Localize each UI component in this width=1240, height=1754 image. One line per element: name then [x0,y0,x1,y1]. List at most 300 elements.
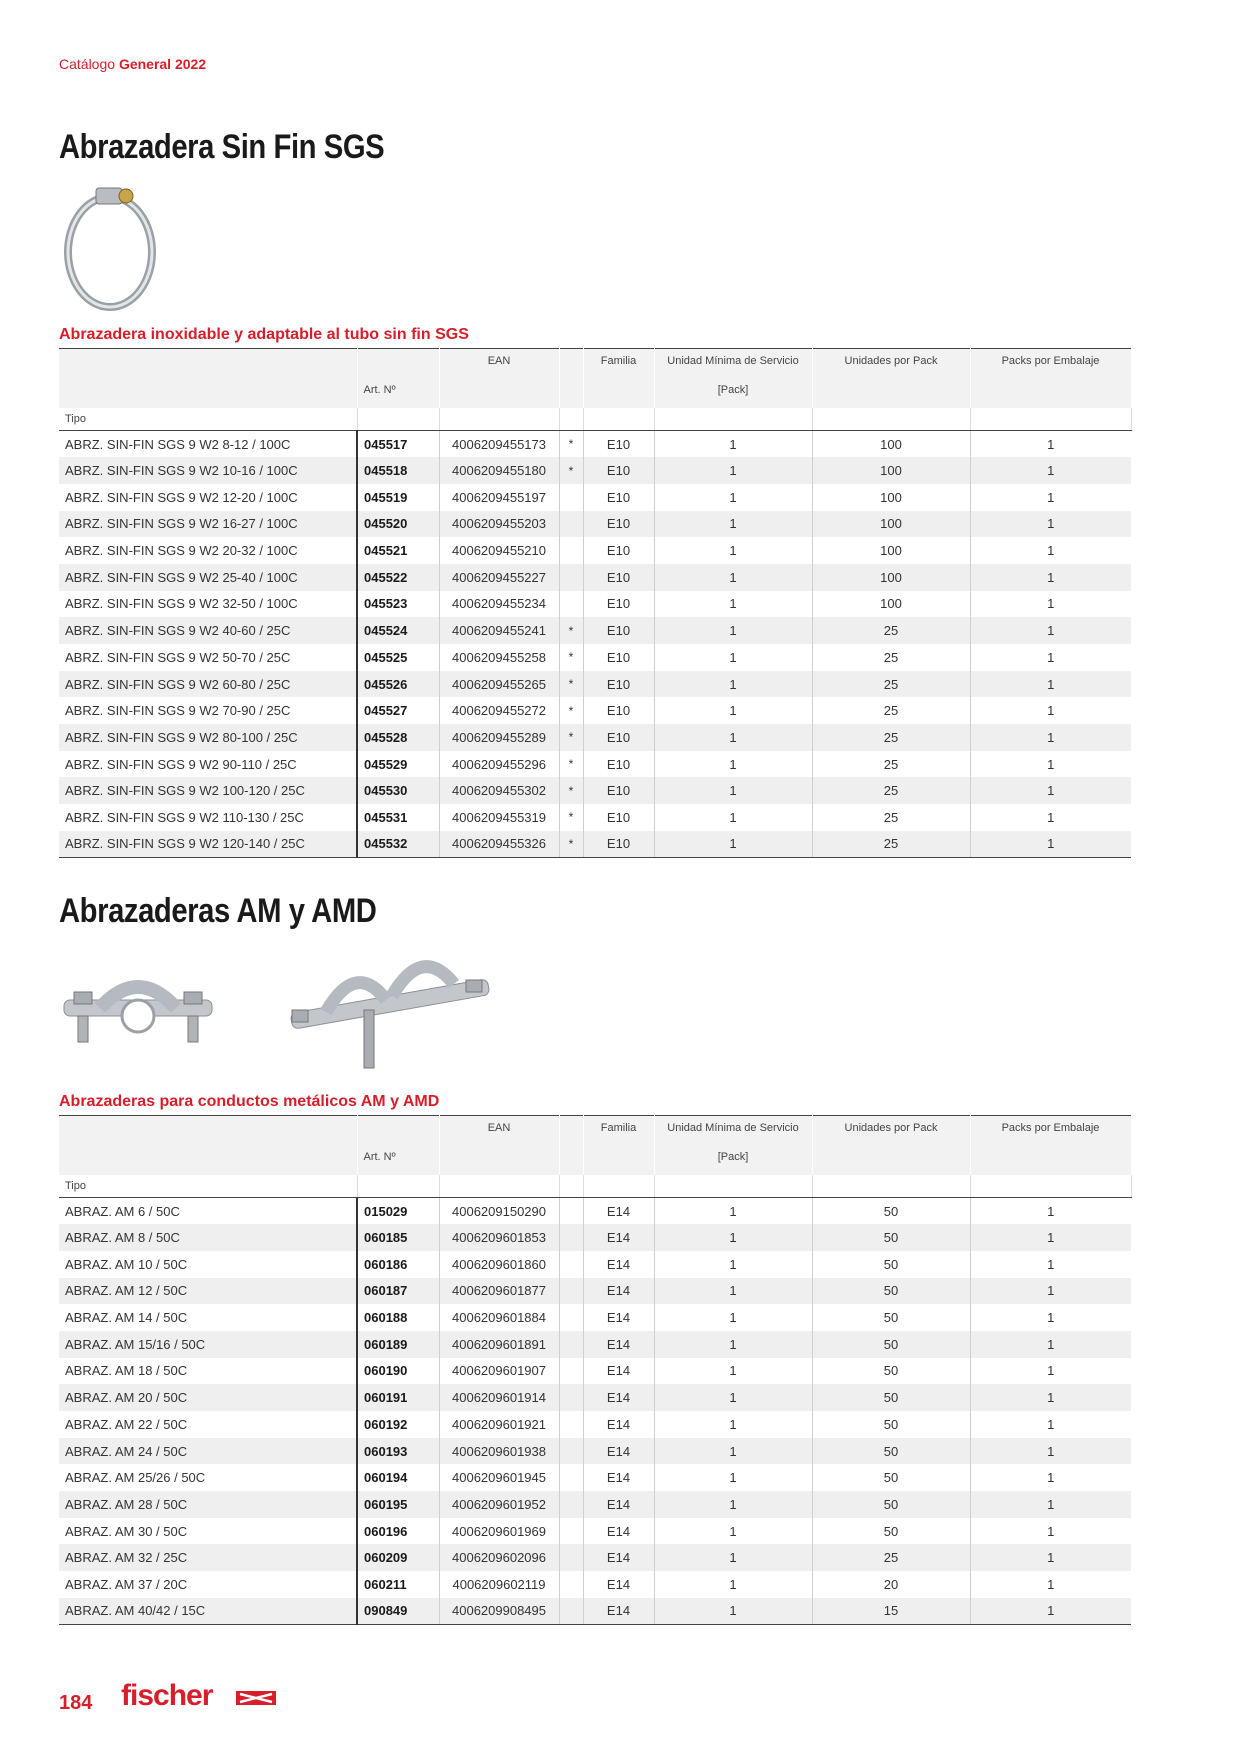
row-note-star: * [559,431,583,458]
row-unidades-pack: 50 [812,1224,970,1251]
row-tipo: ABRZ. SIN-FIN SGS 9 W2 90-110 / 25C [59,751,357,778]
row-note-star: * [559,831,583,858]
row-familia: E14 [583,1304,654,1331]
row-packs-embalaje: 1 [1047,1523,1055,1539]
row-umc: 1 [654,751,812,778]
row-note-star: * [559,644,583,671]
row-familia: E10 [583,431,654,458]
row-packs-embalaje: 1 [970,564,1131,591]
row-ean: 4006209455197 [439,484,559,511]
row-umc: 1 [654,1331,812,1358]
am-clamp-image [60,972,216,1060]
row-art-number: 090849 [357,1598,439,1625]
row-packs-embalaje: 1 [970,671,1131,698]
row-umc: 1 [654,697,812,724]
row-art-number: 045521 [357,537,439,564]
row-note-star [559,1464,583,1491]
row-art-number: 045517 [357,431,439,458]
row-art-number: 045522 [357,564,439,591]
row-familia: E14 [583,1358,654,1385]
row-familia: E14 [583,1571,654,1598]
row-art-number: 060194 [357,1464,439,1491]
row-note-star [559,1224,583,1251]
row-tipo: ABRAZ. AM 37 / 20C [59,1571,357,1598]
table-row [59,777,1131,804]
table-row [59,564,1131,591]
table-row [59,1224,1131,1251]
row-tipo: ABRAZ. AM 14 / 50C [59,1304,357,1331]
row-packs-embalaje: 1 [1047,436,1055,452]
col-familia: Familia [583,349,654,381]
row-note-star [559,564,583,591]
row-unidades-pack: 20 [812,1571,970,1598]
row-packs-embalaje: 1 [970,1224,1131,1251]
row-ean: 4006209455180 [439,457,559,484]
row-art-number: 060192 [357,1411,439,1438]
row-umc: 1 [654,564,812,591]
table-row [59,1544,1131,1571]
row-packs-embalaje: 1 [970,777,1131,804]
row-packs-embalaje: 1 [1047,1363,1055,1379]
row-packs-embalaje: 1 [1047,1256,1055,1272]
table-row [59,831,1131,858]
row-packs-embalaje: 1 [1047,1576,1055,1592]
row-tipo: ABRZ. SIN-FIN SGS 9 W2 25-40 / 100C [59,564,357,591]
row-art-number: 060188 [357,1304,439,1331]
row-unidades-pack: 25 [812,697,970,724]
row-art-number: 045527 [357,697,439,724]
row-tipo: ABRZ. SIN-FIN SGS 9 W2 8-12 / 100C [59,431,357,458]
table-row [59,591,1131,618]
row-unidades-pack: 100 [812,564,970,591]
table-row [59,431,1131,458]
row-ean: 4006209455210 [439,537,559,564]
row-umc: 1 [654,617,812,644]
row-ean: 4006209455296 [439,751,559,778]
row-familia: E14 [583,1331,654,1358]
row-note-star [559,484,583,511]
col-art: Art. Nº [357,380,439,408]
row-packs-embalaje: 1 [970,1544,1131,1571]
row-umc: 1 [654,457,812,484]
row-unidades-pack: 25 [812,804,970,831]
row-tipo: ABRAZ. AM 22 / 50C [59,1411,357,1438]
table-row [59,697,1131,724]
row-ean: 4006209601907 [439,1358,559,1385]
row-tipo: ABRZ. SIN-FIN SGS 9 W2 120-140 / 25C [59,831,357,858]
row-note-star: * [559,617,583,644]
row-ean: 4006209455203 [439,511,559,538]
row-ean: 4006209455227 [439,564,559,591]
row-note-star [559,1411,583,1438]
row-art-number: 045525 [357,644,439,671]
row-familia: E10 [583,511,654,538]
row-umc: 1 [654,1438,812,1465]
row-ean: 4006209601969 [439,1518,559,1545]
table-row [59,1491,1131,1518]
row-packs-embalaje: 1 [1047,703,1055,719]
row-familia: E14 [583,1518,654,1545]
row-tipo: ABRZ. SIN-FIN SGS 9 W2 60-80 / 25C [59,671,357,698]
row-ean: 4006209602096 [439,1544,559,1571]
row-note-star: * [559,457,583,484]
row-unidades-pack: 15 [812,1598,970,1625]
row-tipo: ABRAZ. AM 30 / 50C [59,1518,357,1545]
brand-mark-icon [236,1689,276,1707]
row-ean: 4006209455302 [439,777,559,804]
row-familia: E10 [583,697,654,724]
row-art-number: 060186 [357,1251,439,1278]
row-note-star [559,1304,583,1331]
row-ean: 4006209601938 [439,1438,559,1465]
table-row [59,1251,1131,1278]
row-umc: 1 [654,484,812,511]
row-packs-embalaje: 1 [970,724,1131,751]
table-row [59,1518,1131,1545]
row-umc: 1 [654,1198,812,1225]
row-art-number: 045519 [357,484,439,511]
row-unidades-pack: 50 [812,1491,970,1518]
row-packs-embalaje: 1 [1047,1203,1055,1219]
row-umc: 1 [654,1251,812,1278]
row-umc: 1 [654,671,812,698]
row-note-star [559,1518,583,1545]
row-umc: 1 [654,1491,812,1518]
catalog-header [59,56,206,72]
row-tipo: ABRZ. SIN-FIN SGS 9 W2 20-32 / 100C [59,537,357,564]
row-ean: 4006209455319 [439,804,559,831]
row-tipo: ABRAZ. AM 32 / 25C [59,1544,357,1571]
row-umc: 1 [654,511,812,538]
row-umc: 1 [654,1358,812,1385]
row-unidades-pack: 50 [812,1278,970,1305]
row-note-star [559,1491,583,1518]
row-art-number: 060193 [357,1438,439,1465]
col-umc: Unidad Mínima de Servicio [654,1116,812,1148]
row-packs-embalaje: 1 [970,831,1131,858]
row-ean: 4006209601952 [439,1491,559,1518]
row-familia: E14 [583,1598,654,1625]
row-tipo: ABRAZ. AM 6 / 50C [59,1198,357,1225]
row-familia: E10 [583,457,654,484]
row-tipo: ABRZ. SIN-FIN SGS 9 W2 80-100 / 25C [59,724,357,751]
row-unidades-pack: 25 [812,617,970,644]
catalog-suffix: General 2022 [118,56,207,72]
col-packs-embalaje: Packs por Embalaje [970,1116,1131,1148]
section2-subtitle: Abrazaderas para conductos metálicos AM y AMD [59,1093,440,1110]
section2-title: Abrazaderas AM y AMD [59,892,377,930]
table-row [59,1438,1131,1465]
col-unidades-pack: Unidades por Pack [812,349,970,381]
table-row [59,511,1131,538]
row-art-number: 015029 [357,1198,439,1225]
row-unidades-pack: 50 [812,1358,970,1385]
row-familia: E14 [583,1384,654,1411]
row-ean: 4006209908495 [439,1598,559,1625]
section2-table [59,1115,1132,1625]
row-familia: E10 [583,591,654,618]
row-packs-embalaje: 1 [1047,543,1055,559]
amd-clamp-image [286,940,496,1076]
row-art-number: 060211 [357,1571,439,1598]
row-ean: 4006209150290 [439,1198,559,1225]
row-tipo: ABRZ. SIN-FIN SGS 9 W2 16-27 / 100C [59,511,357,538]
row-tipo: ABRZ. SIN-FIN SGS 9 W2 10-16 / 100C [59,457,357,484]
row-tipo: ABRZ. SIN-FIN SGS 9 W2 12-20 / 100C [59,484,357,511]
row-unidades-pack: 50 [812,1518,970,1545]
row-packs-embalaje: 1 [1047,1310,1055,1326]
row-unidades-pack: 100 [812,511,970,538]
row-ean: 4006209455272 [439,697,559,724]
row-familia: E10 [583,777,654,804]
row-note-star [559,591,583,618]
table-row [59,484,1131,511]
row-unidades-pack: 50 [812,1251,970,1278]
section1-subtitle: Abrazadera inoxidable y adaptable al tubo sin fin SGS [59,326,469,343]
table-row [59,1358,1131,1385]
row-unidades-pack: 50 [812,1411,970,1438]
row-art-number: 060190 [357,1358,439,1385]
row-familia: E14 [583,1411,654,1438]
row-art-number: 045528 [357,724,439,751]
row-tipo: ABRAZ. AM 18 / 50C [59,1358,357,1385]
row-ean: 4006209601914 [439,1384,559,1411]
row-tipo: ABRAZ. AM 24 / 50C [59,1438,357,1465]
row-art-number: 045531 [357,804,439,831]
table-row [59,724,1131,751]
table-row [59,1411,1131,1438]
row-ean: 4006209455173 [439,431,559,458]
row-familia: E10 [583,644,654,671]
row-unidades-pack: 100 [812,457,970,484]
row-tipo: ABRAZ. AM 40/42 / 15C [59,1598,357,1625]
row-umc: 1 [654,777,812,804]
row-ean: 4006209601945 [439,1464,559,1491]
row-umc: 1 [654,724,812,751]
row-familia: E10 [583,831,654,858]
page-number: 184 [59,1692,93,1714]
col-familia: Familia [583,1116,654,1148]
row-packs-embalaje: 1 [970,1598,1131,1625]
row-packs-embalaje: 1 [970,1331,1131,1358]
col-tipo: Tipo [59,1175,357,1198]
catalog-prefix: Catálogo [59,56,116,72]
brand-logo: fischer [121,1679,213,1712]
row-tipo: ABRZ. SIN-FIN SGS 9 W2 100-120 / 25C [59,777,357,804]
row-umc: 1 [654,431,812,458]
row-note-star [559,1571,583,1598]
row-art-number: 060189 [357,1331,439,1358]
row-familia: E14 [583,1198,654,1225]
row-art-number: 060185 [357,1224,439,1251]
row-tipo: ABRZ. SIN-FIN SGS 9 W2 110-130 / 25C [59,804,357,831]
row-tipo: ABRAZ. AM 25/26 / 50C [59,1464,357,1491]
row-packs-embalaje: 1 [1047,489,1055,505]
row-note-star [559,1438,583,1465]
row-umc: 1 [654,1598,812,1625]
row-packs-embalaje: 1 [1047,809,1055,825]
row-ean: 4006209601853 [439,1224,559,1251]
row-art-number: 060209 [357,1544,439,1571]
row-ean: 4006209455289 [439,724,559,751]
row-packs-embalaje: 1 [1047,756,1055,772]
row-umc: 1 [654,1464,812,1491]
row-ean: 4006209601921 [439,1411,559,1438]
row-art-number: 045518 [357,457,439,484]
row-familia: E10 [583,751,654,778]
table-row [59,751,1131,778]
row-unidades-pack: 25 [812,671,970,698]
row-art-number: 060187 [357,1278,439,1305]
row-familia: E10 [583,671,654,698]
row-note-star: * [559,697,583,724]
col-tipo: Tipo [59,408,357,431]
col-unidades-pack: Unidades por Pack [812,1116,970,1148]
row-packs-embalaje: 1 [1047,649,1055,665]
table-row [59,644,1131,671]
col-umc-pack: [Pack] [654,1147,812,1175]
row-unidades-pack: 50 [812,1464,970,1491]
row-tipo: ABRZ. SIN-FIN SGS 9 W2 40-60 / 25C [59,617,357,644]
table-row [59,1464,1131,1491]
row-ean: 4006209601877 [439,1278,559,1305]
col-ean: EAN [439,1116,559,1148]
row-umc: 1 [654,1304,812,1331]
row-note-star [559,1278,583,1305]
row-unidades-pack: 50 [812,1438,970,1465]
table-row [59,457,1131,484]
row-familia: E14 [583,1491,654,1518]
row-packs-embalaje: 1 [1047,1470,1055,1486]
table-row [59,1198,1131,1225]
row-unidades-pack: 50 [812,1331,970,1358]
row-unidades-pack: 25 [812,777,970,804]
row-familia: E14 [583,1278,654,1305]
row-art-number: 045529 [357,751,439,778]
row-note-star: * [559,751,583,778]
row-unidades-pack: 100 [812,537,970,564]
row-tipo: ABRAZ. AM 28 / 50C [59,1491,357,1518]
row-umc: 1 [654,831,812,858]
row-art-number: 060195 [357,1491,439,1518]
table-row [59,671,1131,698]
row-umc: 1 [654,1544,812,1571]
row-note-star [559,1251,583,1278]
row-familia: E14 [583,1464,654,1491]
row-tipo: ABRAZ. AM 8 / 50C [59,1224,357,1251]
row-familia: E10 [583,537,654,564]
row-note-star [559,1384,583,1411]
row-packs-embalaje: 1 [970,511,1131,538]
row-unidades-pack: 25 [812,644,970,671]
table-row [59,537,1131,564]
row-unidades-pack: 25 [812,1544,970,1571]
row-umc: 1 [654,591,812,618]
row-unidades-pack: 50 [812,1198,970,1225]
row-familia: E10 [583,724,654,751]
row-unidades-pack: 50 [812,1384,970,1411]
row-familia: E14 [583,1224,654,1251]
table-row [59,1571,1131,1598]
row-unidades-pack: 100 [812,431,970,458]
row-packs-embalaje: 1 [1047,1416,1055,1432]
row-packs-embalaje: 1 [970,1278,1131,1305]
row-tipo: ABRZ. SIN-FIN SGS 9 W2 50-70 / 25C [59,644,357,671]
table-row [59,804,1131,831]
table-row [59,1331,1131,1358]
row-note-star [559,511,583,538]
row-packs-embalaje: 1 [970,457,1131,484]
row-art-number: 045530 [357,777,439,804]
row-note-star: * [559,804,583,831]
section1-title: Abrazadera Sin Fin SGS [59,128,385,166]
row-ean: 4006209455241 [439,617,559,644]
row-art-number: 060196 [357,1518,439,1545]
row-umc: 1 [654,1518,812,1545]
col-art: Art. Nº [357,1147,439,1175]
section1-table [59,348,1132,858]
row-umc: 1 [654,1224,812,1251]
hose-clamp-image [60,180,160,320]
row-note-star: * [559,671,583,698]
row-note-star [559,1598,583,1625]
row-familia: E10 [583,564,654,591]
row-art-number: 045524 [357,617,439,644]
row-tipo: ABRZ. SIN-FIN SGS 9 W2 70-90 / 25C [59,697,357,724]
col-umc-pack: [Pack] [654,380,812,408]
row-tipo: ABRAZ. AM 20 / 50C [59,1384,357,1411]
row-tipo: ABRAZ. AM 12 / 50C [59,1278,357,1305]
col-packs-embalaje: Packs por Embalaje [970,349,1131,381]
row-note-star [559,1358,583,1385]
row-unidades-pack: 100 [812,484,970,511]
row-umc: 1 [654,1384,812,1411]
row-familia: E10 [583,484,654,511]
table-row [59,1278,1131,1305]
row-umc: 1 [654,644,812,671]
row-unidades-pack: 50 [812,1304,970,1331]
row-packs-embalaje: 1 [1047,596,1055,612]
row-ean: 4006209455326 [439,831,559,858]
row-note-star [559,1544,583,1571]
row-note-star: * [559,724,583,751]
row-umc: 1 [654,1571,812,1598]
row-art-number: 045520 [357,511,439,538]
row-note-star [559,1331,583,1358]
col-ean: EAN [439,349,559,381]
row-packs-embalaje: 1 [970,1438,1131,1465]
row-familia: E10 [583,804,654,831]
row-umc: 1 [654,804,812,831]
row-tipo: ABRAZ. AM 15/16 / 50C [59,1331,357,1358]
row-tipo: ABRAZ. AM 10 / 50C [59,1251,357,1278]
row-art-number: 045532 [357,831,439,858]
row-umc: 1 [654,537,812,564]
table-row [59,617,1131,644]
table-row [59,1304,1131,1331]
row-note-star: * [559,777,583,804]
row-ean: 4006209602119 [439,1571,559,1598]
row-ean: 4006209455265 [439,671,559,698]
row-familia: E14 [583,1544,654,1571]
row-unidades-pack: 25 [812,751,970,778]
row-ean: 4006209455258 [439,644,559,671]
row-familia: E14 [583,1438,654,1465]
table-row [59,1598,1131,1625]
row-unidades-pack: 25 [812,724,970,751]
row-ean: 4006209601860 [439,1251,559,1278]
row-familia: E10 [583,617,654,644]
